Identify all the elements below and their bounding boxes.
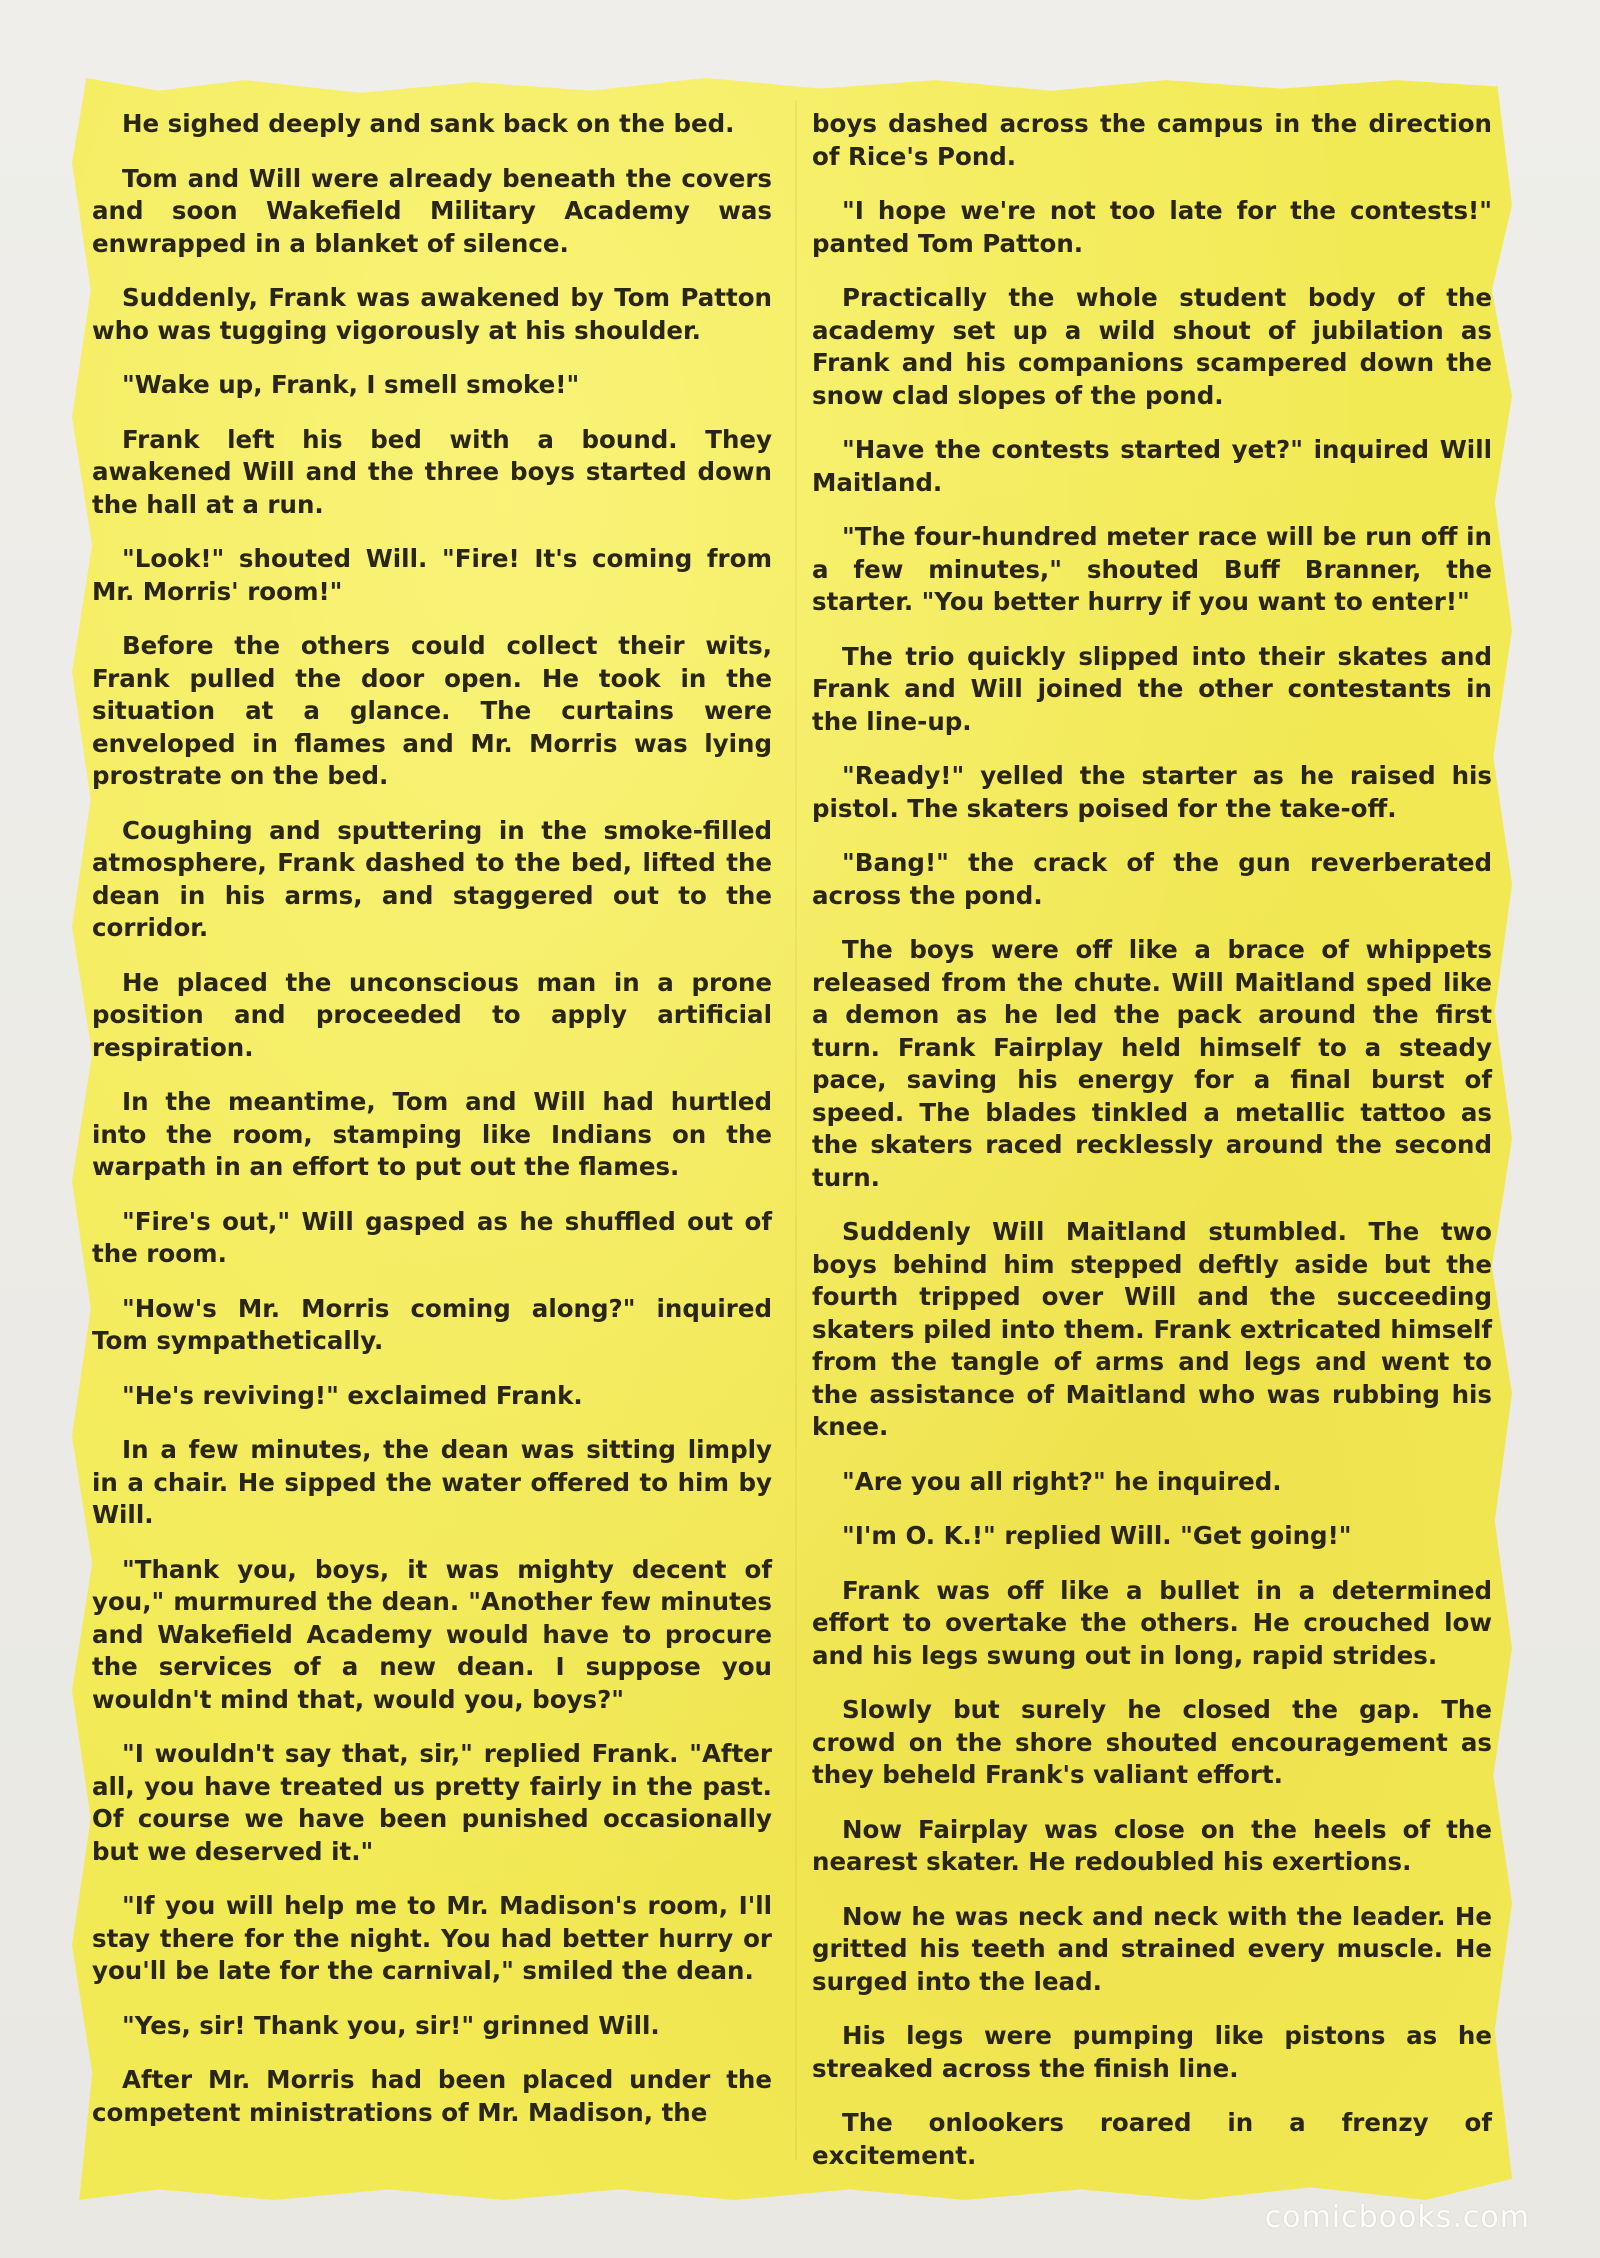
- paragraph: "Have the contests started yet?" inquired Will Maitland.: [812, 435, 1492, 497]
- paragraph: Slowly but surely he closed the gap. The crowd on the shore shouted encouragement as they beheld Frank's valiant effort.: [812, 1695, 1492, 1789]
- right-text-column: [812, 108, 1492, 2194]
- paragraph: "Fire's out," Will gasped as he shuffled out of the room.: [92, 1206, 772, 1268]
- paragraph: Tom and Will were already beneath the covers and soon Wakefield Military Academy was enwrapped in a blanket of silence.: [92, 163, 772, 258]
- paragraph: In the meantime, Tom and Will had hurtled into the room, stamping like Indians on the warpath in an effort to put out the flames.: [92, 1087, 772, 1181]
- paragraph: He placed the unconscious man in a prone position and proceeded to apply artificial respiration.: [92, 967, 772, 1062]
- paragraph: "Yes, sir! Thank you, sir!" grinned Will.: [122, 2010, 660, 2040]
- paragraph: "Wake up, Frank, I smell smoke!": [122, 370, 580, 399]
- paragraph: He sighed deeply and sank back on the bed.: [122, 109, 735, 138]
- paragraph: "Thank you, boys, it was mighty decent of you," murmured the dean. "Another few minutes and Wakefield Academy would have to procure the services of a new dean. I suppose you wouldn't mind that, would you, boys?": [92, 1554, 772, 1714]
- paragraph: The onlookers roared in a frenzy of excitement.: [812, 2108, 1492, 2170]
- paragraph: Frank left his bed with a bound. They awakened Will and the three boys started down the hall at a run.: [92, 424, 772, 519]
- paragraph: In a few minutes, the dean was sitting limply in a chair. He sipped the water offered to him by Will.: [92, 1435, 772, 1529]
- paragraph: "The four-hundred meter race will be run off in a few minutes," shouted Buff Branner, the starter. "You better hurry if you want to enter!": [812, 522, 1492, 616]
- site-watermark: comicbooks.com: [1264, 2200, 1530, 2235]
- paragraph: The boys were off like a brace of whippets released from the chute. Will Maitland sped like a demon as he led the pack around the first turn. Frank Fairplay held himself to a steady pace, saving his energy for a final burst of speed. The blades tinkled a metallic tattoo as the skaters raced recklessly around the second turn.: [812, 935, 1492, 1192]
- paragraph: His legs were pumping like pistons as he streaked across the finish line.: [812, 2021, 1492, 2083]
- paragraph: "He's reviving!" exclaimed Frank.: [122, 1380, 583, 1410]
- paragraph: "I'm O. K.!" replied Will. "Get going!": [842, 1521, 1352, 1550]
- paragraph: "If you will help me to Mr. Madison's room, I'll stay there for the night. You had better hurry or you'll be late for the carnival," smiled the dean.: [92, 1891, 772, 1985]
- paragraph: "Look!" shouted Will. "Fire! It's coming from Mr. Morris' room!": [92, 544, 772, 606]
- paragraph: Suddenly, Frank was awakened by Tom Patton who was tugging vigorously at his shoulder.: [92, 283, 772, 345]
- left-text-column: [92, 108, 772, 2151]
- paragraph: Suddenly Will Maitland stumbled. The two boys behind him stepped deftly aside but the fourth tripped over Will and the succeeding skaters piled into them. Frank extricated himself from the tangle of arms and legs and went to the assistance of Maitland who was rubbing his knee.: [812, 1217, 1492, 1441]
- paragraph: "Bang!" the crack of the gun reverberated across the pond.: [812, 848, 1492, 910]
- paragraph: "I wouldn't say that, sir," replied Frank. "After all, you have treated us pretty fairly in the past. Of course we have been punished occasionally but we deserved it.": [92, 1739, 772, 1866]
- paragraph: "Are you all right?" he inquired.: [842, 1466, 1282, 1496]
- paragraph: Frank was off like a bullet in a determined effort to overtake the others. He crouched low and his legs swung out in long, rapid strides.: [812, 1575, 1492, 1670]
- paragraph: The trio quickly slipped into their skates and Frank and Will joined the other contestants in the line-up.: [812, 641, 1492, 736]
- paragraph: After Mr. Morris had been placed under the competent ministrations of Mr. Madison, the: [92, 2065, 772, 2127]
- paragraph: "I hope we're not too late for the contests!" panted Tom Patton.: [812, 196, 1492, 258]
- paragraph: Now he was neck and neck with the leader. He gritted his teeth and strained every muscle. He surged into the lead.: [812, 1901, 1492, 1996]
- paragraph: Coughing and sputtering in the smoke-filled atmosphere, Frank dashed to the bed, lifted the dean in his arms, and staggered out to the corridor.: [92, 815, 772, 942]
- paragraph: Practically the whole student body of the academy set up a wild shout of jubilation as Frank and his companions scampered down the snow clad slopes of the pond.: [812, 283, 1492, 410]
- paragraph: Now Fairplay was close on the heels of the nearest skater. He redoubled his exertions.: [812, 1814, 1492, 1876]
- column-gutter: [795, 100, 797, 2160]
- paragraph-continuation: boys dashed across the campus in the direction of Rice's Pond.: [812, 109, 1492, 171]
- paragraph: "Ready!" yelled the starter as he raised his pistol. The skaters poised for the take-off.: [812, 761, 1492, 823]
- paragraph: Before the others could collect their wits, Frank pulled the door open. He took in the situation at a glance. The curtains were enveloped in flames and Mr. Morris was lying prostrate on the bed.: [92, 631, 772, 790]
- paragraph: "How's Mr. Morris coming along?" inquired Tom sympathetically.: [92, 1293, 772, 1355]
